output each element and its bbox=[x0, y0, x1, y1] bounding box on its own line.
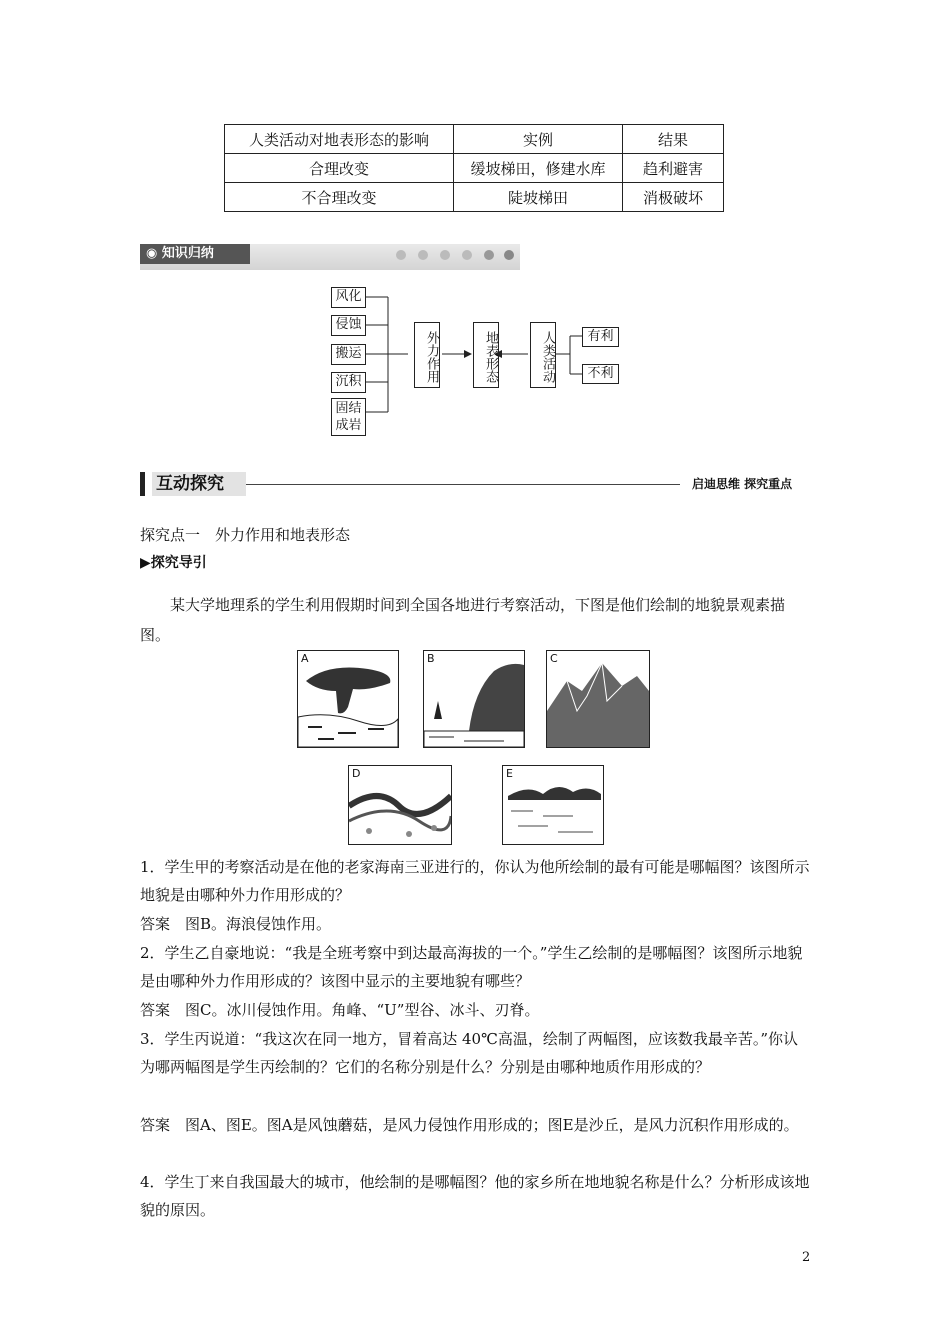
flow-box-beneficial: 有利 bbox=[582, 327, 619, 347]
answer-3: 答案 图A、图E。图A是风蚀蘑菇，是风力侵蚀作用形成的；图E是沙丘，是风力沉积作用形成的。 bbox=[140, 1116, 799, 1134]
river-delta-icon bbox=[349, 766, 451, 844]
flow-box-transport: 搬运 bbox=[331, 344, 366, 365]
section-bar bbox=[140, 472, 145, 496]
intro-paragraph: 某大学地理系的学生利用假期时间到全国各地进行考察活动，下图是他们绘制的地貌景观素描图。 bbox=[140, 596, 786, 644]
sketch-c-image bbox=[546, 650, 650, 748]
table-row bbox=[225, 183, 724, 212]
answer-2: 答案 图C。冰川侵蚀作用。角峰、“U”型谷、冰斗、刃脊。 bbox=[140, 1001, 540, 1019]
decor-dot bbox=[484, 250, 494, 260]
table-cell: 不合理改变 bbox=[225, 183, 454, 212]
table-header-cell: 实例 bbox=[454, 125, 623, 154]
decor-dot bbox=[504, 250, 514, 260]
explore-point-heading: 探究点一 外力作用和地表形态 bbox=[140, 526, 351, 544]
summary-banner-label: ◉ 知识归纳 bbox=[140, 244, 250, 264]
summary-banner bbox=[140, 244, 520, 270]
sketch-label: C bbox=[550, 652, 558, 665]
flow-box-weathering: 风化 bbox=[331, 287, 366, 308]
flow-box-human-activity: 人类活动 bbox=[530, 322, 556, 388]
page-number: 2 bbox=[802, 1250, 811, 1265]
summary-banner-text: 知识归纳 bbox=[161, 246, 214, 261]
flow-box-deposition: 沉积 bbox=[331, 372, 366, 393]
table-cell: 合理改变 bbox=[225, 154, 454, 183]
table-cell: 消极破坏 bbox=[623, 183, 724, 212]
table-cell: 陡坡梯田 bbox=[454, 183, 623, 212]
section-subtitle: 启迪思维 探究重点 bbox=[692, 477, 793, 491]
flow-box-lithification: 固结成岩 bbox=[331, 398, 366, 436]
question-2: 2．学生乙自豪地说：“我是全班考察中到达最高海拔的一个。”学生乙绘制的是哪幅图？该图所示地貌是由哪种外力作用形成的？该图中显示的主要地貌有哪些？ bbox=[140, 944, 803, 990]
flow-box-external-force: 外力作用 bbox=[414, 322, 440, 388]
glacial-peak-icon bbox=[547, 651, 649, 747]
impact-table bbox=[224, 124, 724, 212]
guide-label-text: 探究导引 bbox=[150, 555, 207, 571]
play-icon: ▶ bbox=[140, 555, 151, 571]
decor-dot bbox=[440, 250, 450, 260]
question-4: 4．学生丁来自我国最大的城市，他绘制的是哪幅图？他的家乡所在地地貌名称是什么？分析形成该地貌的原因。 bbox=[140, 1173, 810, 1219]
sketch-label: E bbox=[506, 767, 513, 780]
table-header-cell: 结果 bbox=[623, 125, 724, 154]
sketch-e-image bbox=[502, 765, 604, 845]
table-cell: 趋利避害 bbox=[623, 154, 724, 183]
sketch-d-image bbox=[348, 765, 452, 845]
table-header-row bbox=[225, 125, 724, 154]
table-cell: 缓坡梯田，修建水库 bbox=[454, 154, 623, 183]
answer-1: 答案 图B。海浪侵蚀作用。 bbox=[140, 915, 332, 933]
sketch-label: A bbox=[301, 652, 309, 665]
flow-box-erosion: 侵蚀 bbox=[331, 315, 366, 336]
section-divider bbox=[246, 484, 680, 485]
flow-box-harmful: 不利 bbox=[582, 364, 619, 384]
table-row bbox=[225, 154, 724, 183]
decor-dot bbox=[418, 250, 428, 260]
sketch-b-image bbox=[423, 650, 525, 748]
question-1: 1．学生甲的考察活动是在他的老家海南三亚进行的，你认为他所绘制的最有可能是哪幅图？该图所示地貌是由哪种外力作用形成的？ bbox=[140, 858, 810, 904]
sand-dune-icon bbox=[503, 766, 603, 844]
table-header-cell: 人类活动对地表形态的影响 bbox=[225, 125, 454, 154]
question-3: 3．学生丙说道：“我这次在同一地方，冒着高达 40℃高温，绘制了两幅图，应该数我最辛苦。”你认为哪两幅图是学生丙绘制的？它们的名称分别是什么？分别是由哪种地质作用形成的？ bbox=[140, 1030, 799, 1076]
sea-cliff-icon bbox=[424, 651, 524, 747]
sketch-label: B bbox=[427, 652, 435, 665]
flow-box-landform: 地表形态 bbox=[473, 322, 499, 388]
guide-label bbox=[140, 552, 207, 572]
sketch-a-image bbox=[297, 650, 399, 748]
decor-dot bbox=[396, 250, 406, 260]
section-title: 互动探究 bbox=[152, 472, 246, 496]
sketch-label: D bbox=[352, 767, 361, 780]
mushroom-rock-icon bbox=[298, 651, 398, 747]
decor-dot bbox=[462, 250, 472, 260]
